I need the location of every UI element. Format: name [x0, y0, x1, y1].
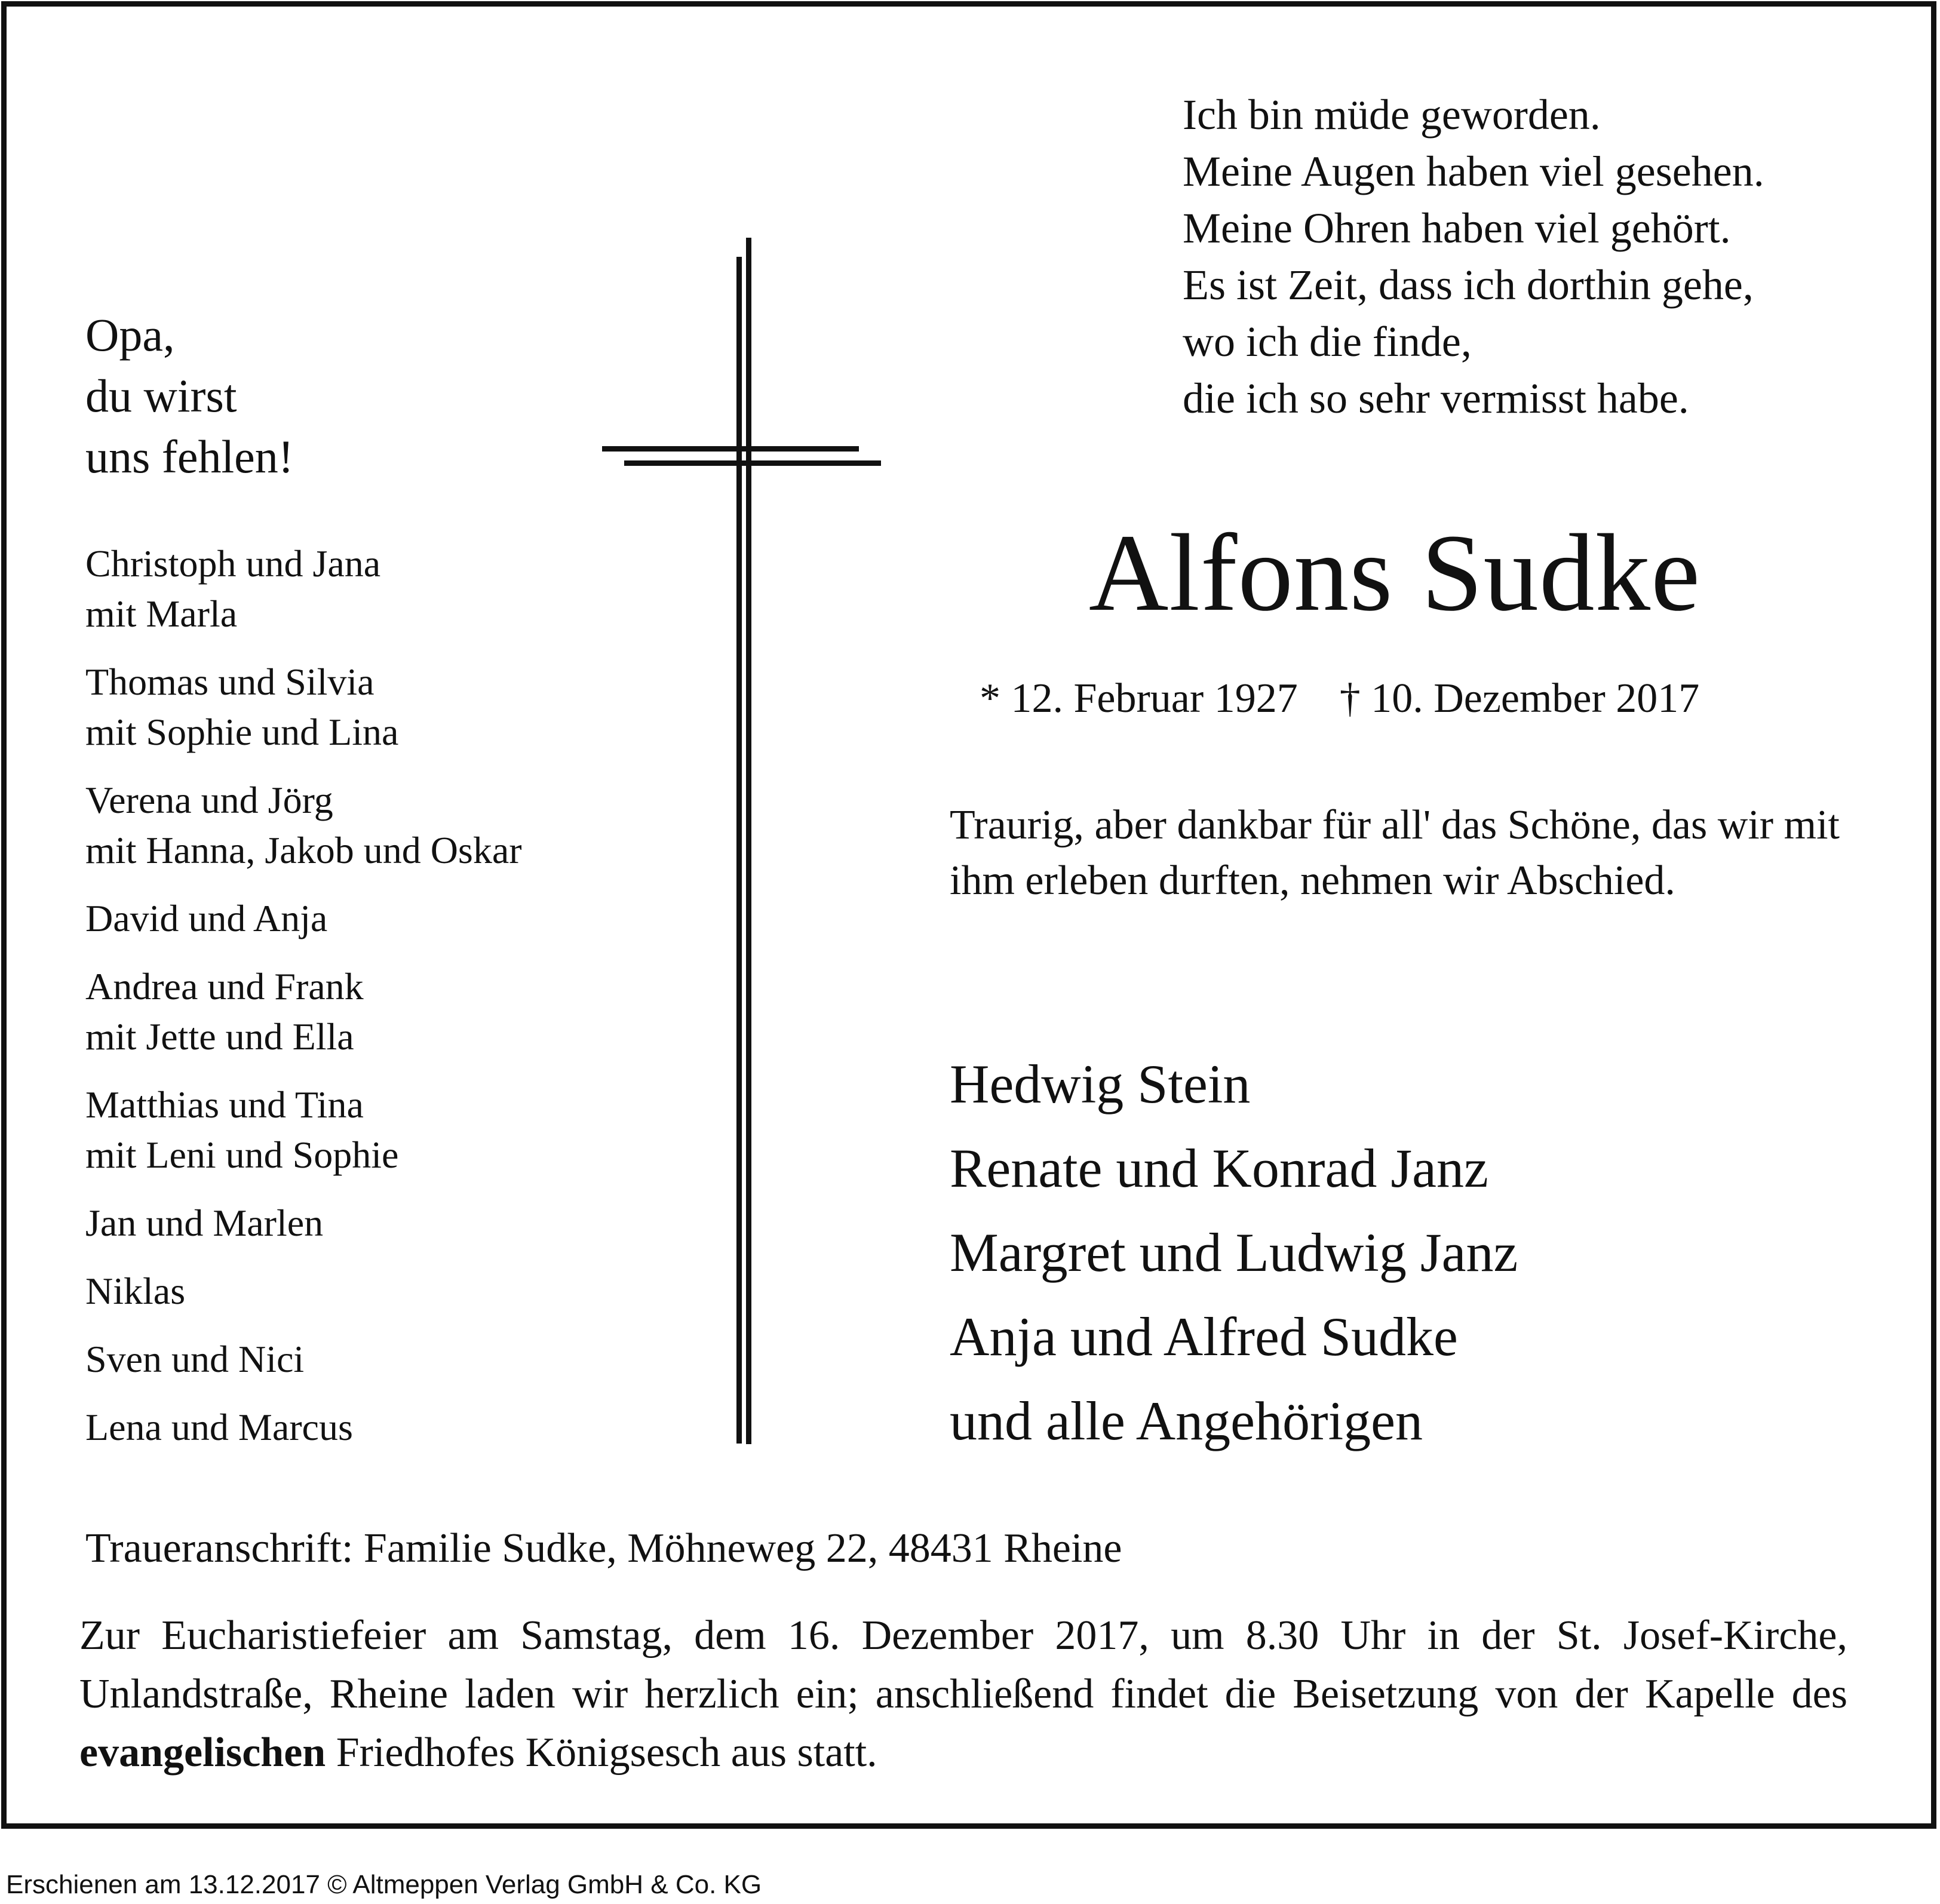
mourner: Anja und Alfred Sudke	[950, 1306, 1458, 1367]
service-bold: evangelischen	[79, 1730, 326, 1776]
list-item-line2: mit Jette und Ella	[85, 1015, 354, 1058]
list-item-line2: mit Leni und Sophie	[85, 1134, 399, 1176]
list-item-line1: David und Anja	[85, 897, 328, 939]
poem-line: die ich so sehr vermisst habe.	[1183, 374, 1689, 422]
life-dates	[980, 669, 1816, 729]
opa-line: Opa,	[85, 309, 175, 361]
opa-line: uns fehlen!	[85, 431, 294, 483]
publication-footer: Erschienen am 13.12.2017 © Altmeppen Verlag GmbH & Co. KG	[6, 1870, 762, 1899]
deceased-name: Alfons Sudke	[1088, 512, 1701, 634]
list-item-line1: Christoph und Jana	[85, 542, 381, 585]
opa-line: du wirst	[85, 370, 237, 422]
poem-line: wo ich die finde,	[1183, 318, 1472, 366]
service-text: Zur Eucharistiefeier am Samstag, dem 16. Dezember 2017, um 8.30 Uhr in der St. Josef-Kirche, Unlandstraße, Rheine laden wir herzlich ein; anschließend findet die Beisetzung von der Kapelle des	[79, 1613, 1847, 1717]
list-item-line1: Jan und Marlen	[85, 1202, 324, 1244]
list-item-line2: mit Marla	[85, 592, 238, 635]
poem-line: Meine Ohren haben viel gehört.	[1183, 204, 1731, 252]
mourner: Margret und Ludwig Janz	[950, 1222, 1518, 1283]
poem-line: Ich bin müde geworden.	[1183, 91, 1601, 139]
mourner: Hedwig Stein	[950, 1054, 1251, 1114]
service-text-end: Friedhofes Königsesch aus statt.	[326, 1730, 877, 1776]
list-item-line2: mit Hanna, Jakob und Oskar	[85, 829, 522, 871]
mourning-address: Traueranschrift: Familie Sudke, Möhneweg 22, 48431 Rheine	[85, 1525, 1122, 1571]
poem-line: Meine Augen haben viel gesehen.	[1183, 148, 1764, 195]
mourner: und alle Angehörigen	[950, 1390, 1423, 1451]
list-item-line1: Sven und Nici	[85, 1338, 305, 1380]
mourner: Renate und Konrad Janz	[950, 1138, 1488, 1199]
list-item-line1: Lena und Marcus	[85, 1406, 353, 1448]
farewell-text: Traurig, aber dankbar für all' das Schöne, das wir mit ihm erleben durften, nehmen wir Abschied.	[950, 802, 1840, 904]
list-item-line1: Thomas und Silvia	[85, 661, 375, 703]
list-item-line1: Niklas	[85, 1270, 186, 1312]
service-info	[79, 1607, 1847, 1782]
list-item-line1: Verena und Jörg	[85, 779, 333, 821]
poem-line: Es ist Zeit, dass ich dorthin gehe,	[1183, 261, 1754, 309]
death-date: † 10. Dezember 2017	[1339, 675, 1700, 721]
mourners-list	[950, 1042, 1846, 1463]
list-item-line2: mit Sophie und Lina	[85, 711, 399, 753]
list-item-line1: Matthias und Tina	[85, 1083, 364, 1126]
list-item-line1: Andrea und Frank	[85, 965, 364, 1008]
birth-date: * 12. Februar 1927	[980, 675, 1298, 721]
